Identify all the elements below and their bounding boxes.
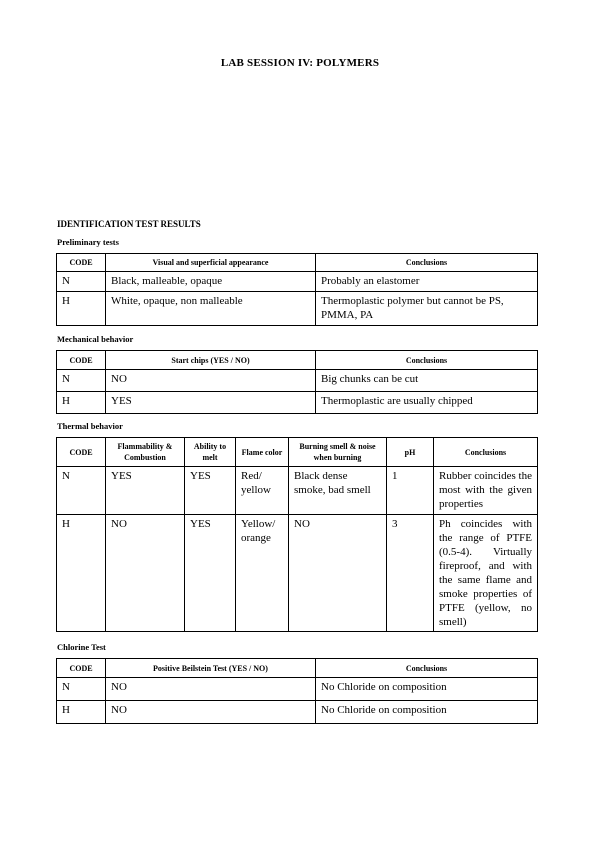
mechanical-table bbox=[56, 350, 538, 414]
table-cell: NO bbox=[106, 515, 185, 632]
table-header-row bbox=[57, 254, 538, 272]
thermal-table bbox=[56, 437, 538, 632]
table-cell: No Chloride on composition bbox=[316, 701, 538, 724]
table-cell: No Chloride on composition bbox=[316, 678, 538, 701]
table-cell: H bbox=[57, 392, 106, 414]
table-cell: Thermoplastic polymer but cannot be PS, PMMA, PA bbox=[316, 292, 538, 326]
mechanical-heading: Mechanical behavior bbox=[57, 334, 134, 344]
column-header: CODE bbox=[57, 659, 106, 678]
table-row bbox=[57, 678, 538, 701]
preliminary-table bbox=[56, 253, 538, 326]
column-header: Positive Beilstein Test (YES / NO) bbox=[106, 659, 316, 678]
table-header-row bbox=[57, 659, 538, 678]
table-cell: N bbox=[57, 467, 106, 515]
table-cell: White, opaque, non malleable bbox=[106, 292, 316, 326]
table-cell: Probably an elastomer bbox=[316, 272, 538, 292]
table-row bbox=[57, 370, 538, 392]
table-cell: NO bbox=[106, 678, 316, 701]
table-cell: H bbox=[57, 701, 106, 724]
table-header-row bbox=[57, 438, 538, 467]
table-cell: Black, malleable, opaque bbox=[106, 272, 316, 292]
table-cell: Rubber coincides the most with the given properties bbox=[434, 467, 538, 515]
column-header: pH bbox=[387, 438, 434, 467]
table-cell: N bbox=[57, 272, 106, 292]
column-header: Conclusions bbox=[316, 254, 538, 272]
chlorine-table bbox=[56, 658, 538, 724]
table-header-row bbox=[57, 351, 538, 370]
table-cell: 1 bbox=[387, 467, 434, 515]
table-cell: Big chunks can be cut bbox=[316, 370, 538, 392]
preliminary-heading: Preliminary tests bbox=[57, 237, 119, 247]
table-cell: YES bbox=[106, 392, 316, 414]
column-header: Visual and superficial appearance bbox=[106, 254, 316, 272]
table-cell: N bbox=[57, 678, 106, 701]
table-cell: Thermoplastic are usually chipped bbox=[316, 392, 538, 414]
column-header: CODE bbox=[57, 438, 106, 467]
column-header: CODE bbox=[57, 351, 106, 370]
table-cell: YES bbox=[185, 515, 236, 632]
table-cell: Red/ yellow bbox=[236, 467, 289, 515]
table-cell: NO bbox=[106, 701, 316, 724]
table-row bbox=[57, 392, 538, 414]
table-row bbox=[57, 467, 538, 515]
table-cell: Ph coincides with the range of PTFE (0.5-4). Virtually fireproof, and with the same flame and smoke properties of PTFE (yellow, no smell) bbox=[434, 515, 538, 632]
column-header: Conclusions bbox=[316, 659, 538, 678]
table-cell: Yellow/ orange bbox=[236, 515, 289, 632]
table-cell: H bbox=[57, 292, 106, 326]
table-cell: Black dense smoke, bad smell bbox=[289, 467, 387, 515]
column-header: CODE bbox=[57, 254, 106, 272]
table-cell: YES bbox=[106, 467, 185, 515]
table-cell: H bbox=[57, 515, 106, 632]
table-row bbox=[57, 272, 538, 292]
column-header: Ability to melt bbox=[185, 438, 236, 467]
column-header: Flame color bbox=[236, 438, 289, 467]
page-title: LAB SESSION IV: POLYMERS bbox=[220, 57, 380, 69]
column-header: Start chips (YES / NO) bbox=[106, 351, 316, 370]
table-cell: NO bbox=[289, 515, 387, 632]
section-heading: IDENTIFICATION TEST RESULTS bbox=[57, 219, 201, 229]
column-header: Flammability & Combustion bbox=[106, 438, 185, 467]
column-header: Conclusions bbox=[316, 351, 538, 370]
table-cell: N bbox=[57, 370, 106, 392]
table-cell: 3 bbox=[387, 515, 434, 632]
table-row bbox=[57, 292, 538, 326]
table-row bbox=[57, 515, 538, 632]
chlorine-heading: Chlorine Test bbox=[57, 642, 106, 652]
thermal-heading: Thermal behavior bbox=[57, 421, 123, 431]
column-header: Burning smell & noise when burning bbox=[289, 438, 387, 467]
table-cell: YES bbox=[185, 467, 236, 515]
column-header: Conclusions bbox=[434, 438, 538, 467]
table-cell: NO bbox=[106, 370, 316, 392]
table-row bbox=[57, 701, 538, 724]
